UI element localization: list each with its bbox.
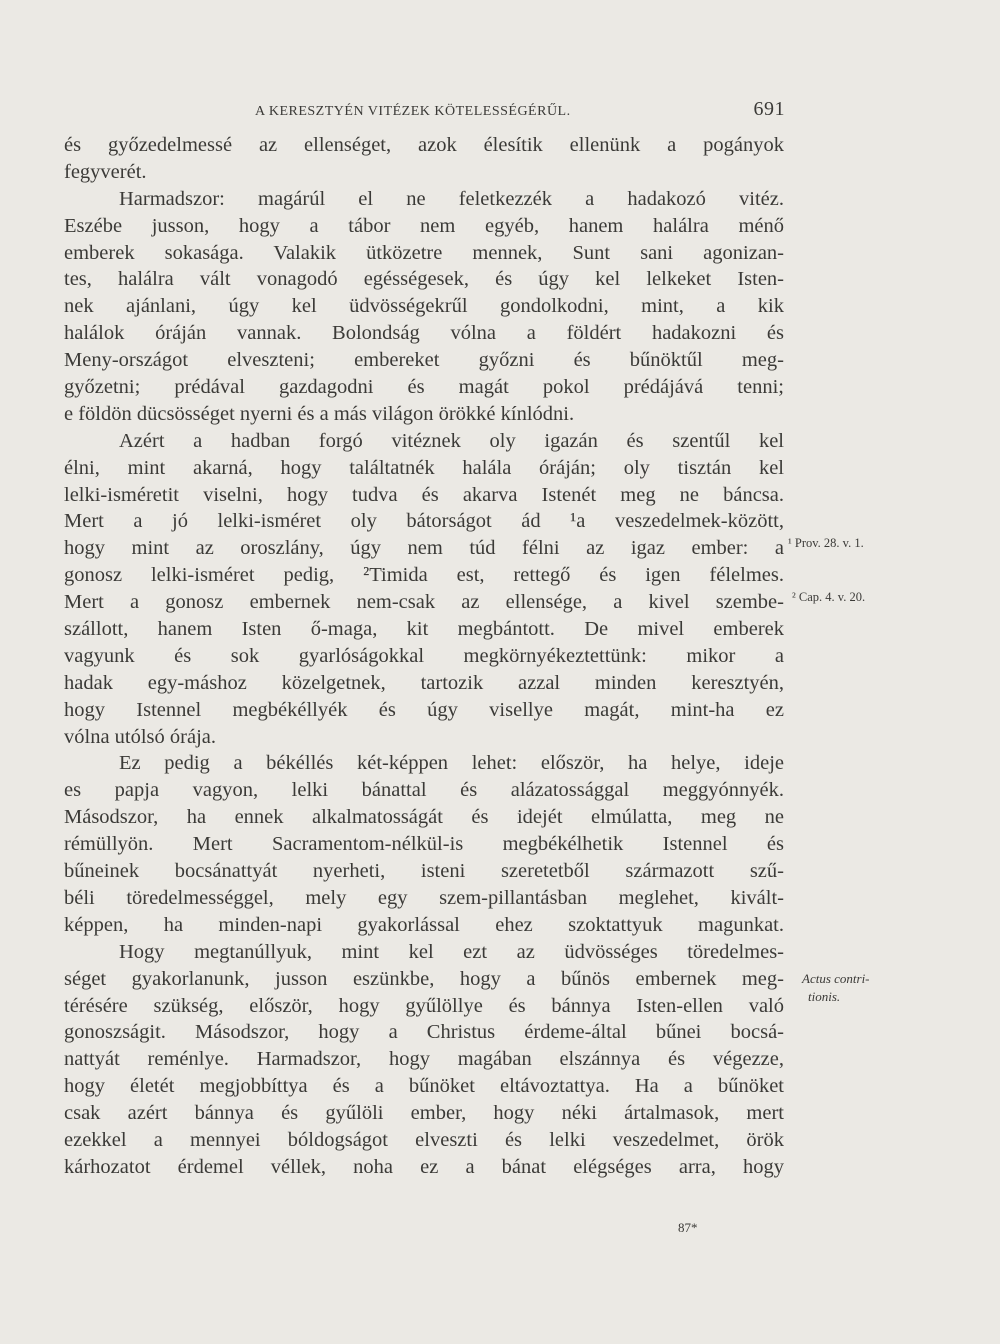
text-line: Harmadszor: magárúl el ne feletkezzék a hadakozó vitéz. [119, 187, 784, 210]
text-line: gonosz lelki-isméret pedig, ²Timida est, rettegő és igen félelmes. [64, 564, 784, 587]
page-number: 691 [753, 98, 785, 120]
text-line: kárhozatot érdemel véllek, noha ez a bánat elégséges arra, hogy [64, 1155, 784, 1178]
text-line: nek ajánlani, úgy kel üdvösségekrűl gondolkodni, mint, a kik [64, 295, 784, 318]
text-line: Másodszor, ha ennek alkalmatosságát és idejét elmúlatta, meg ne [64, 806, 784, 829]
text-line: hogy mint az oroszlány, úgy nem túd félni az igaz ember: a [64, 537, 784, 560]
text-line: Azért a hadban forgó vitéznek oly igazán és szentűl kel [119, 429, 784, 452]
margin-note-actus-line2: tionis. [808, 989, 841, 1004]
text-line: gonoszságit. Másodszor, hogy a Christus érdeme-által bűnei bocsá- [64, 1021, 784, 1044]
text-line: szállott, hanem Isten ő-maga, kit megbántott. De mivel emberek [64, 618, 784, 641]
text-line: hadak egy-máshoz közelgetnek, tartozik azzal minden keresztyén, [64, 671, 784, 694]
running-header [255, 98, 785, 124]
text-line: rémüllyön. Mert Sacramentom-nélkül-is megbékélhetik Istennel és [64, 833, 784, 856]
text-line: képpen, ha minden-napi gyakorlással ehez szoktattyuk magunkat. [64, 913, 784, 936]
text-line: halálok óráján vannak. Bolondság vólna a földért hadakozni és [64, 322, 784, 345]
text-line: bűneinek bocsánattyát nyerheti, isteni szeretetből származott szű- [64, 860, 784, 883]
text-line: séget gyakorlanunk, jusson eszünkbe, hogy a bűnös embernek meg- [64, 967, 784, 990]
signature-mark: 87* [678, 1220, 698, 1235]
text-line: lelki-isméretit viselni, hogy tudva és akarva Istenét meg ne báncsa. [64, 483, 784, 506]
running-title: A KERESZTYÉN VITÉZEK KÖTELESSÉGÉRŰL. [255, 104, 571, 119]
text-line: Hogy megtanúllyuk, mint kel ezt az üdvösséges töredelmes- [119, 940, 784, 963]
text-line: élni, mint akarná, hogy találtatnék halála óráján; oly tisztán kel [64, 456, 784, 479]
margin-note-prov: ¹ Prov. 28. v. 1. [788, 536, 864, 550]
text-line: Meny-országot elveszteni; embereket győzni és bűnöktűl meg- [64, 349, 784, 372]
text-line: tes, halálra vált vonagodó egésségesek, és úgy kel lelkeket Isten- [64, 268, 784, 291]
margin-note-actus-line1: Actus contri- [802, 971, 870, 986]
text-line: és győzedelmessé az ellenséget, azok élesítik ellenünk a pogányok [64, 134, 784, 156]
text-line: emberek sokasága. Valakik ütközetre mennek, Sunt sani agonizan- [64, 241, 784, 264]
text-line: ezekkel a mennyei bóldogságot elveszti és lelki veszedelmet, örök [64, 1128, 784, 1151]
text-line: nattyát reménlye. Harmadszor, hogy magában elszánnya és végezze, [64, 1048, 784, 1071]
text-line: e földön dücsösséget nyerni és a más világon örökké kínlódni. [64, 402, 575, 425]
margin-note-cap: ² Cap. 4. v. 20. [792, 590, 866, 604]
text-line: hogy életét megjobbíttya és a bűnöket eltávoztattya. Ha a bűnöket [64, 1075, 784, 1098]
body-text [64, 132, 784, 1181]
text-line: győzetni; prédával gazdagodni és magát pokol prédájává tenni; [64, 376, 784, 399]
text-line: Eszébe jusson, hogy a tábor nem egyéb, hanem halálra ménő [64, 214, 784, 237]
text-line: fegyverét. [64, 160, 147, 183]
text-line: béli töredelmességgel, mely egy szem-pillantásban meglehet, kivált- [64, 886, 784, 909]
text-line: Mert a gonosz embernek nem-csak az ellensége, a kivel szembe- [64, 591, 784, 614]
text-line: vólna utólsó órája. [64, 725, 217, 748]
text-line: es papja vagyon, lelki bánattal és alázatossággal meggyónnyék. [64, 779, 784, 802]
text-line: hogy Istennel megbékéllyék és úgy visellye magát, mint-ha ez [64, 698, 784, 721]
text-line: vagyunk és sok gyarlóságokkal megkörnyékeztettünk: mikor a [64, 644, 784, 667]
text-line: csak azért bánnya és gyűlöli ember, hogy néki ártalmasok, mert [64, 1102, 784, 1125]
text-line: térésére szükség, először, hogy gyűlöllye és bánnya Isten-ellen való [64, 994, 784, 1017]
text-line: Ez pedig a békéllés két-képpen lehet: először, ha helye, ideje [119, 752, 784, 775]
text-line: Mert a jó lelki-isméret oly bátorságot ád ¹a veszedelmek-között, [64, 510, 784, 533]
